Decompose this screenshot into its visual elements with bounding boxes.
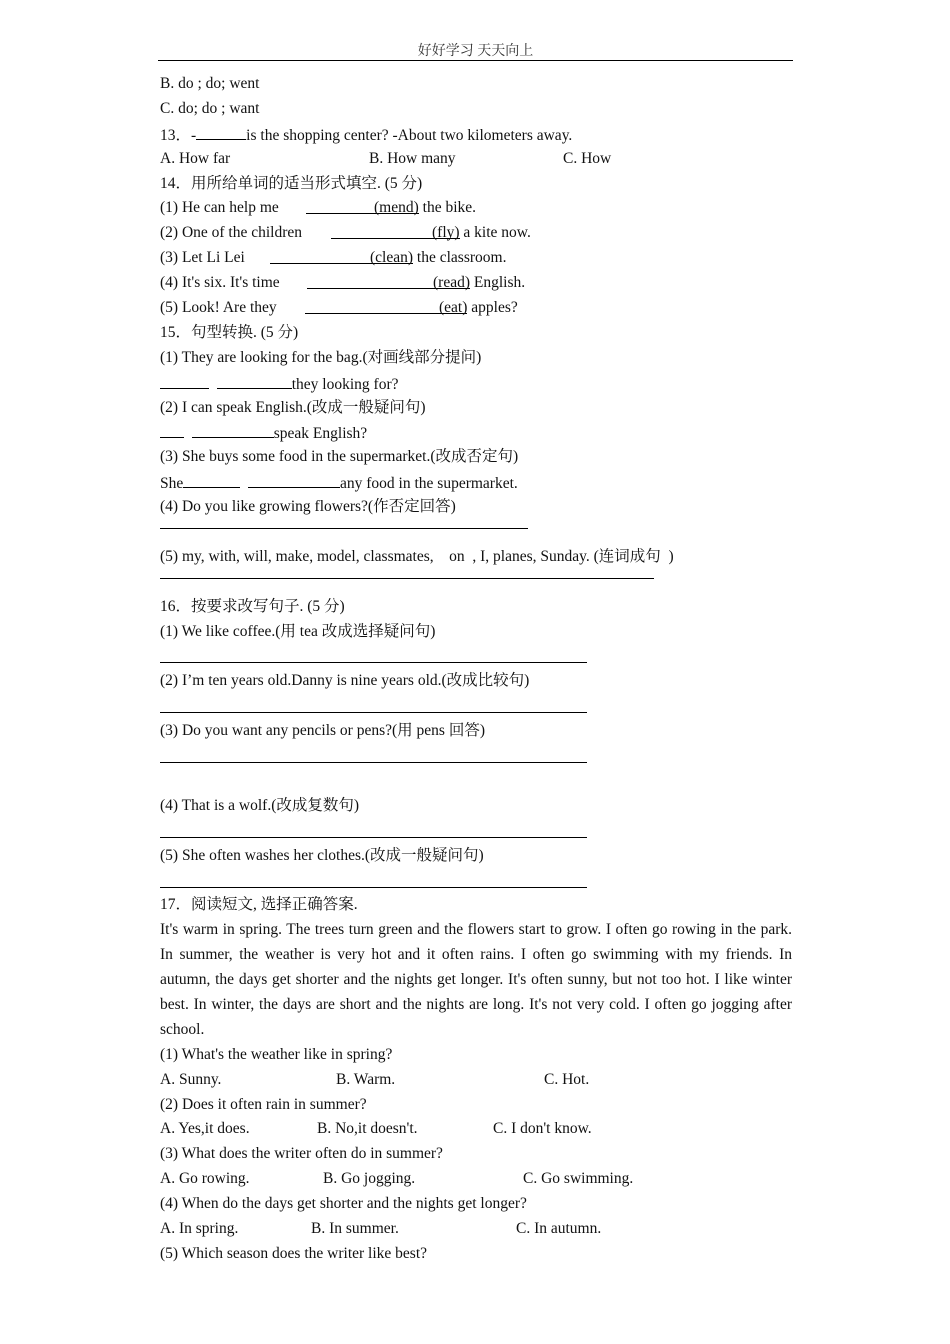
q17-3-option-b: B. Go jogging.: [323, 1170, 416, 1188]
q16-answer-line-3[interactable]: [160, 744, 792, 769]
q15-item-5: (5) my, with, will, make, model, classmates, on , I, planes, Sunday. (连词成句 ): [160, 547, 674, 565]
q16-answer-line-5[interactable]: [160, 869, 792, 894]
q13-options: [160, 147, 792, 172]
q14-item-5: (5) Look! Are they (eat) apples?: [160, 296, 792, 321]
q16-answer-line-4[interactable]: [160, 819, 792, 844]
q15-item-4: (4) Do you like growing flowers?(作否定回答): [160, 498, 456, 516]
q14-item-1: (1) He can help me (mend) the bike.: [160, 196, 792, 221]
q17-1-option-a: A. Sunny.: [160, 1070, 222, 1088]
q15-answer-line-4[interactable]: [160, 520, 792, 545]
q17-4-option-b: B. In summer.: [311, 1220, 399, 1238]
q15-answer-line-5[interactable]: [160, 570, 792, 595]
q17-title: 17．阅读短文, 选择正确答案.: [160, 896, 358, 914]
q16-item-5: (5) She often washes her clothes.(改成一般疑问句): [160, 846, 484, 864]
q13-prefix: 13．-: [160, 126, 197, 144]
q15-blank-1b[interactable]: [217, 371, 292, 389]
q17-question-4: (4) When do the days get shorter and the nights get longer?: [160, 1195, 527, 1213]
q17-2-option-c: C. I don't know.: [493, 1120, 592, 1138]
q15-answer-3: She any food in the supermarket.: [160, 470, 792, 495]
q17-options-3: [160, 1167, 792, 1192]
q16-answer-line-1[interactable]: [160, 644, 792, 669]
q15-item-3: (3) She buys some food in the supermarket.(改成否定句): [160, 448, 519, 466]
q16-item-1: (1) We like coffee.(用 tea 改成选择疑问句): [160, 622, 436, 640]
q17-question-1: (1) What's the weather like in spring?: [160, 1045, 393, 1063]
q17-1-option-c: C. Hot.: [544, 1070, 590, 1088]
q17-4-option-c: C. In autumn.: [516, 1220, 602, 1238]
q17-options-2: [160, 1117, 792, 1142]
q16-answer-line-2[interactable]: [160, 694, 792, 719]
q14-blank-1[interactable]: (mend): [306, 196, 419, 214]
q13-option-c: C. How: [563, 149, 612, 167]
q14-blank-4[interactable]: (read): [307, 271, 470, 289]
q13-stem: [160, 122, 792, 147]
q14-item-3: (3) Let Li Lei (clean) the classroom.: [160, 246, 792, 271]
q14-blank-3[interactable]: (clean): [270, 246, 413, 264]
q15-answer-1: they looking for?: [160, 371, 792, 396]
q13-suffix: is the shopping center? -About two kilometers away.: [246, 126, 573, 144]
q12-option-c: C. do; do ; want: [160, 99, 260, 117]
worksheet-content: [160, 72, 792, 1267]
q14-blank-5[interactable]: (eat): [305, 296, 467, 314]
q17-question-3: (3) What does the writer often do in summer?: [160, 1145, 443, 1163]
q15-blank-2b[interactable]: [192, 420, 274, 438]
q17-1-option-b: B. Warm.: [336, 1070, 396, 1088]
q17-2-option-b: B. No,it doesn't.: [317, 1120, 418, 1138]
page-header: 好好学习 天天向上: [417, 44, 534, 59]
q17-4-option-a: A. In spring.: [160, 1220, 239, 1238]
q17-2-option-a: A. Yes,it does.: [160, 1120, 250, 1138]
q15-item-2: (2) I can speak English.(改成一般疑问句): [160, 398, 426, 416]
q13-option-a: A. How far: [160, 149, 231, 167]
q17-passage: It's warm in spring. The trees turn green and the flowers start to grow. I often go rowing in the park. In summer, the weather is very hot and it often rains. I often go swimming with my friends. In autumn, the days get shorter and the nights get longer. It's often sunny, but not too hot. I like winter best. In winter, the days are short and the nights are long. It's not very cold. I often go jogging after school.: [160, 921, 792, 1038]
q14-title: 14．用所给单词的适当形式填空. (5 分): [160, 174, 423, 192]
q17-3-option-a: A. Go rowing.: [160, 1170, 250, 1188]
q13-option-b: B. How many: [369, 149, 456, 167]
q17-options-4: [160, 1217, 792, 1242]
q12-option-b: B. do ; do; went: [160, 75, 260, 92]
q16-title: 16．按要求改写句子. (5 分): [160, 597, 345, 615]
q15-blank-3a[interactable]: [183, 470, 240, 488]
q16-item-2: (2) I’m ten years old.Danny is nine years old.(改成比较句): [160, 672, 530, 690]
header-divider: [158, 60, 793, 61]
spacer: [160, 769, 792, 794]
q17-3-option-c: C. Go swimming.: [523, 1170, 634, 1188]
q13-blank[interactable]: [196, 122, 246, 140]
q15-blank-3b[interactable]: [248, 470, 340, 488]
q16-item-3: (3) Do you want any pencils or pens?(用 pens 回答): [160, 722, 485, 740]
q17-options-1: [160, 1068, 792, 1093]
q16-item-4: (4) That is a wolf.(改成复数句): [160, 796, 360, 814]
q17-question-5: (5) Which season does the writer like best?: [160, 1244, 428, 1262]
q14-item-4: (4) It's six. It's time (read) English.: [160, 271, 792, 296]
q14-item-2: (2) One of the children (fly) a kite now.: [160, 221, 792, 246]
q15-title: 15．句型转换. (5 分): [160, 323, 299, 341]
q15-item-1: (1) They are looking for the bag.(对画线部分提问): [160, 348, 482, 366]
q15-answer-2: speak English?: [160, 420, 792, 445]
q15-blank-1a[interactable]: [160, 371, 209, 389]
q14-blank-2[interactable]: (fly): [331, 221, 460, 239]
q17-question-2: (2) Does it often rain in summer?: [160, 1095, 367, 1113]
q15-blank-2a[interactable]: [160, 420, 184, 438]
